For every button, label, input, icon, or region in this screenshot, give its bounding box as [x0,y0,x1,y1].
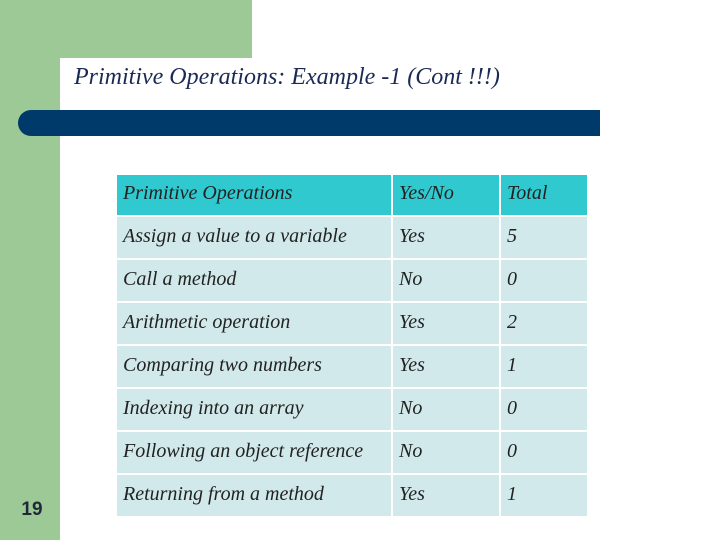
cell-operation: Arithmetic operation [117,303,391,344]
table-row [117,389,587,430]
cell-total: 0 [501,432,587,473]
cell-yes-no: Yes [393,217,499,258]
title-underline-bar [18,110,600,136]
cell-total: 0 [501,389,587,430]
operations-table [115,173,589,518]
table-row [117,260,587,301]
cell-yes-no: No [393,389,499,430]
slide-title: Primitive Operations: Example -1 (Cont !!!) [74,64,500,90]
table-row [117,346,587,387]
header-cell-operations: Primitive Operations [117,175,391,215]
cell-total: 1 [501,346,587,387]
sidebar-band [0,0,60,540]
cell-yes-no: No [393,260,499,301]
table-row [117,217,587,258]
header-cell-total: Total [501,175,587,215]
page-number: 19 [21,499,43,520]
cell-operation: Comparing two numbers [117,346,391,387]
cell-operation: Assign a value to a variable [117,217,391,258]
cell-total: 5 [501,217,587,258]
cell-yes-no: Yes [393,346,499,387]
cell-operation: Call a method [117,260,391,301]
table-row [117,475,587,516]
cell-operation: Returning from a method [117,475,391,516]
cell-total: 1 [501,475,587,516]
cell-operation: Indexing into an array [117,389,391,430]
cell-yes-no: Yes [393,475,499,516]
cell-operation: Following an object reference [117,432,391,473]
table-row [117,432,587,473]
cell-total: 0 [501,260,587,301]
cell-yes-no: No [393,432,499,473]
table-header-row [117,175,587,215]
top-left-band [0,0,252,58]
header-cell-yes-no: Yes/No [393,175,499,215]
table-row [117,303,587,344]
cell-total: 2 [501,303,587,344]
cell-yes-no: Yes [393,303,499,344]
